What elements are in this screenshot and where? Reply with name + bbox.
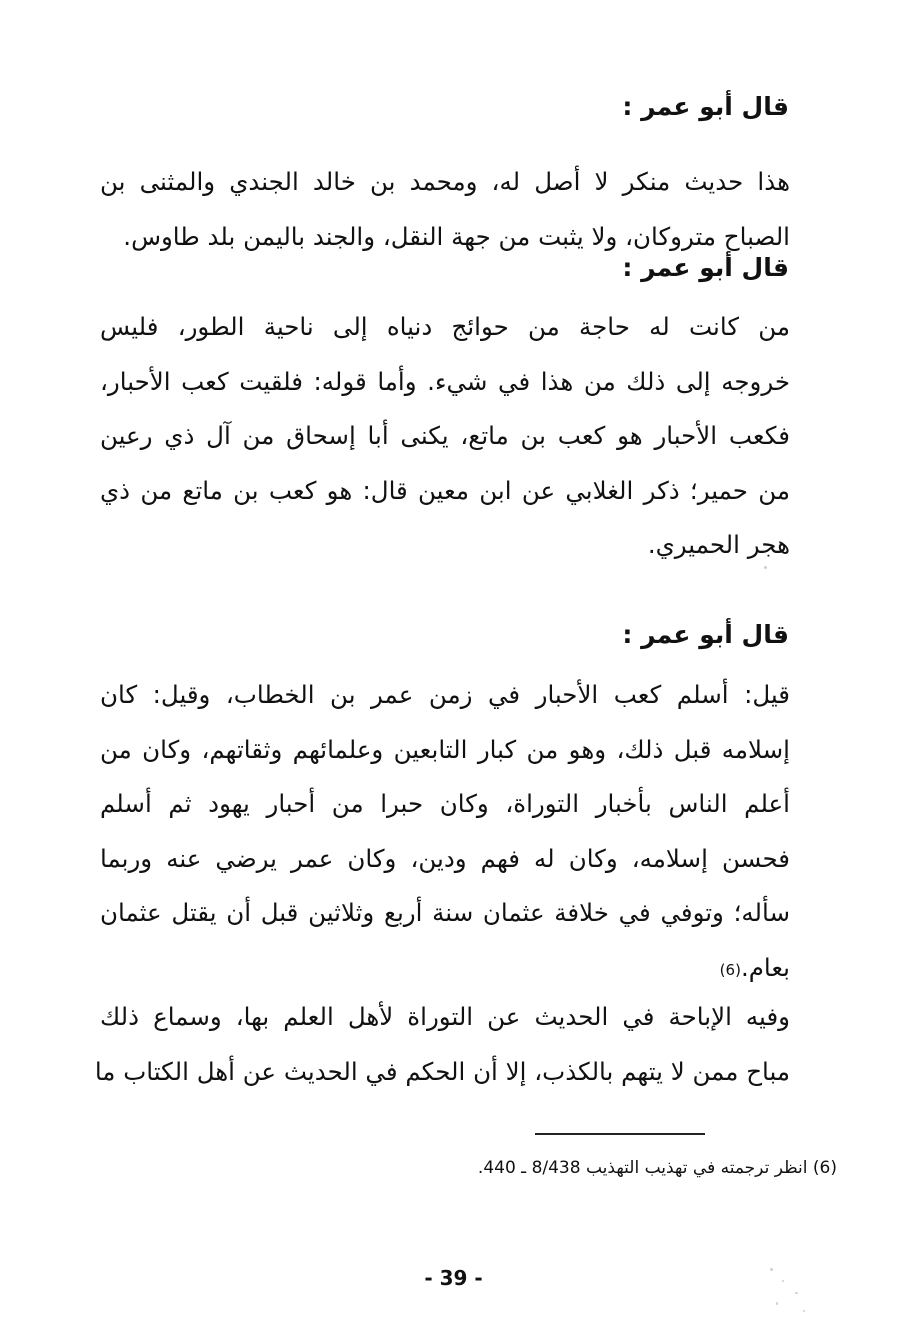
scan-speck bbox=[782, 1280, 784, 1282]
paragraph-1 bbox=[100, 155, 790, 264]
page-number: - 39 - bbox=[424, 1266, 483, 1290]
paragraph-line-with-footnote bbox=[100, 941, 790, 998]
paragraph-line: وفيه الإباحة في الحديث عن التوراة لأهل العلم بها، وسماع ذلك bbox=[100, 1002, 790, 1031]
paragraph-line: بعام. bbox=[740, 952, 790, 982]
scan-speck bbox=[776, 1302, 778, 1305]
footnote-divider bbox=[535, 1133, 705, 1135]
paragraph-line: إسلامه قبل ذلك، وهو من كبار التابعين وعلمائهم وثقاتهم، وكان من bbox=[100, 734, 790, 764]
paragraph-line: أعلم الناس بأخبار التوراة، وكان حبرا من أحبار يهود ثم أسلم bbox=[100, 789, 790, 818]
section-heading-1: قال أبو عمر : bbox=[622, 92, 789, 121]
paragraph-line: فحسن إسلامه، وكان له فهم ودين، وكان عمر يرضي عنه وربما bbox=[100, 843, 790, 873]
paragraph-line: الصباح متروكان، ولا يثبت من جهة النقل، والجند باليمن بلد طاوس. bbox=[123, 221, 790, 251]
paragraph-line: خروجه إلى ذلك من هذا في شيء. وأما قوله: فلقيت كعب الأحبار، bbox=[100, 366, 790, 396]
section-heading-2: قال أبو عمر : bbox=[622, 253, 789, 282]
paragraph-line: من حمير؛ ذكر الغلابي عن ابن معين قال: هو كعب بن ماتع من ذي bbox=[100, 475, 790, 505]
paragraph-2 bbox=[100, 300, 790, 573]
footnote-reference[interactable]: (6) bbox=[719, 960, 741, 979]
paragraph-line: فكعب الأحبار هو كعب بن ماتع، يكنى أبا إسحاق من آل ذي رعين bbox=[100, 421, 790, 450]
paragraph-line: من كانت له حاجة من حوائج دنياه إلى ناحية الطور، فليس bbox=[100, 312, 790, 341]
scan-speck bbox=[764, 566, 767, 569]
paragraph-line: هذا حديث منكر لا أصل له، ومحمد بن خالد الجندي والمثنى بن bbox=[100, 167, 790, 196]
paragraph-line: سأله؛ وتوفي في خلافة عثمان سنة أربع وثلاثين قبل أن يقتل عثمان bbox=[100, 898, 790, 927]
paragraph-line: قيل: أسلم كعب الأحبار في زمن عمر بن الخطاب، وقيل: كان bbox=[100, 680, 790, 709]
section-heading-3: قال أبو عمر : bbox=[622, 620, 789, 649]
paragraph-line: مباح ممن لا يتهم بالكذب، إلا أن الحكم في الحديث عن أهل الكتاب ما bbox=[94, 1056, 790, 1086]
paragraph-3 bbox=[100, 668, 790, 997]
scan-speck bbox=[795, 1292, 798, 1294]
paragraph-4 bbox=[94, 990, 790, 1099]
paragraph-line: هجر الحميري. bbox=[647, 530, 790, 559]
footnote-text: (6) انظر ترجمته في تهذيب التهذيب 8/438 ـ 440. bbox=[477, 1158, 837, 1178]
scan-speck bbox=[803, 1310, 805, 1312]
scan-speck bbox=[770, 1268, 773, 1271]
